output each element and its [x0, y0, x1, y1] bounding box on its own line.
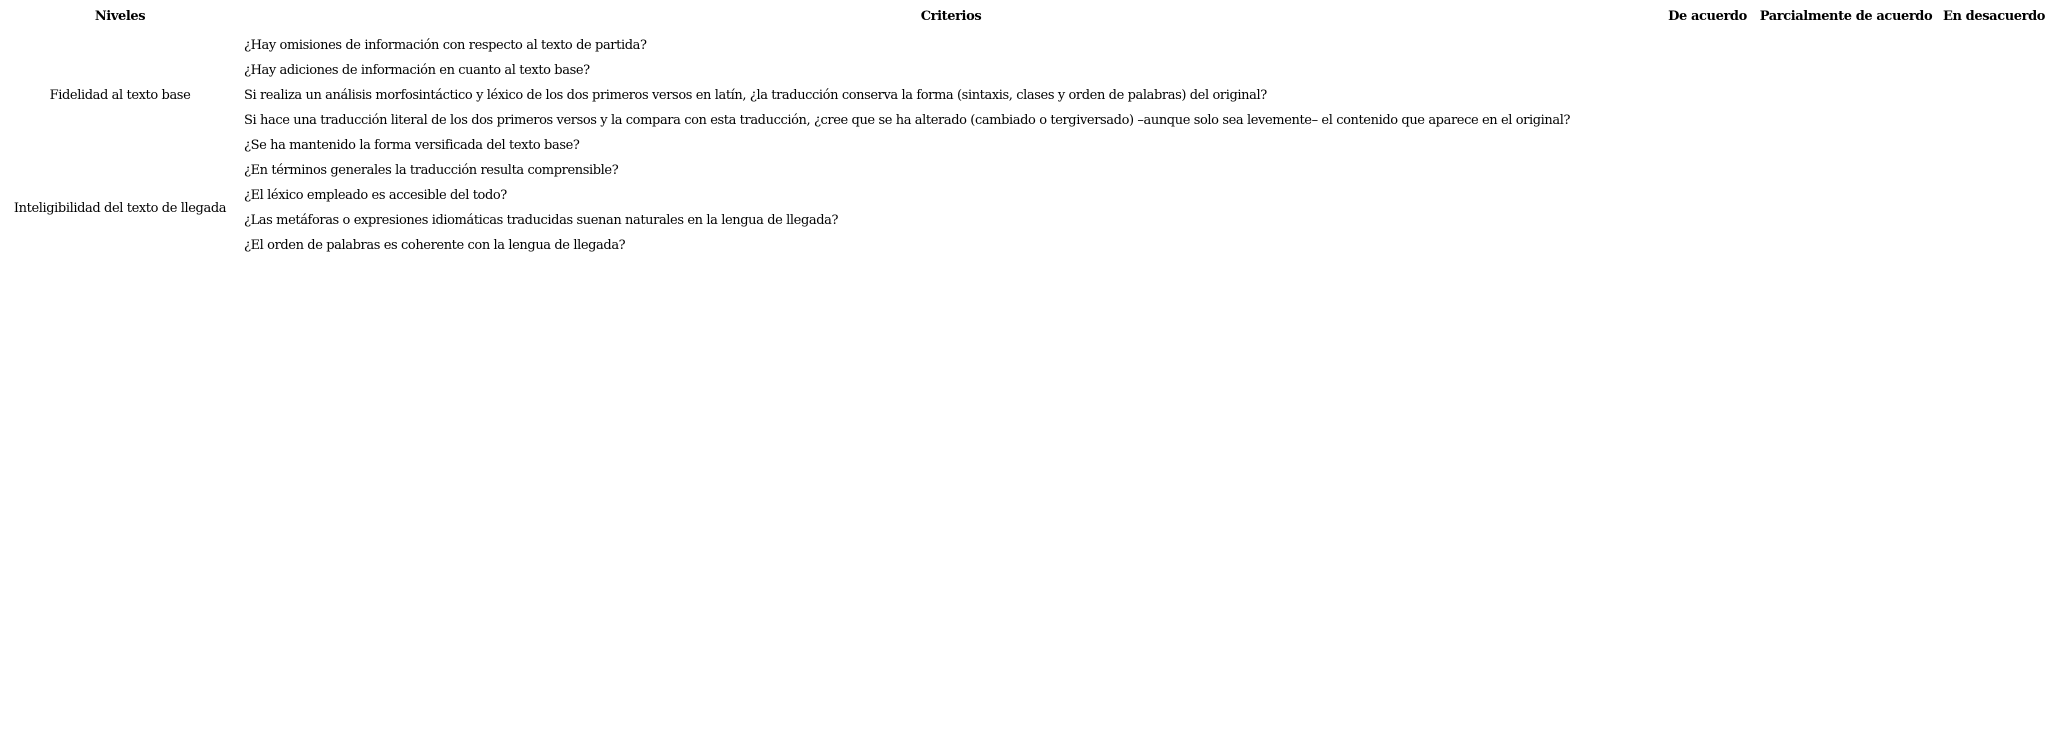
- level-cell-intelligibility: Inteligibilidad del texto de llegada: [13, 200, 227, 216]
- rating-cell-agree[interactable]: [1662, 158, 1753, 183]
- rating-cell-partially-agree[interactable]: [1753, 208, 1939, 233]
- criterion-cell: ¿El léxico empleado es accesible del todo?: [244, 188, 507, 203]
- criterion-cell: ¿Hay omisiones de información con respecto al texto de partida?: [244, 38, 647, 53]
- header-criteria: Criterios: [920, 9, 982, 24]
- table-row: [0, 58, 2046, 83]
- rating-cell-disagree[interactable]: [1939, 233, 2046, 258]
- criterion-cell: ¿El orden de palabras es coherente con la lengua de llegada?: [244, 238, 626, 253]
- criterion-cell: Si hace una traducción literal de los dos primeros versos y la compara con esta traducción, ¿cree que se ha alterado (cambiado o tergiversado) –aunque solo sea levemente– el contenido que aparece en el original?: [244, 113, 1571, 128]
- rating-cell-agree[interactable]: [1662, 33, 1753, 58]
- rating-cell-disagree[interactable]: [1939, 58, 2046, 83]
- rating-cell-partially-agree[interactable]: [1753, 33, 1939, 58]
- table-row: [0, 83, 2046, 108]
- rating-cell-partially-agree[interactable]: [1753, 233, 1939, 258]
- table-row: [0, 133, 2046, 158]
- header-partially-agree: Parcialmente de acuerdo: [1759, 9, 1933, 24]
- rating-cell-disagree[interactable]: [1939, 133, 2046, 158]
- criterion-cell: ¿Las metáforas o expresiones idiomáticas traducidas suenan naturales en la lengua de llegada?: [244, 213, 839, 228]
- rating-cell-agree[interactable]: [1662, 208, 1753, 233]
- rating-cell-partially-agree[interactable]: [1753, 133, 1939, 158]
- rating-cell-disagree[interactable]: [1939, 158, 2046, 183]
- rating-cell-disagree[interactable]: [1939, 83, 2046, 108]
- rating-cell-agree[interactable]: [1662, 83, 1753, 108]
- evaluation-table: [0, 0, 2046, 258]
- rating-cell-partially-agree[interactable]: [1753, 108, 1939, 133]
- level-cell-fidelity: Fidelidad al texto base: [49, 88, 191, 103]
- rating-cell-agree[interactable]: [1662, 58, 1753, 83]
- rating-cell-agree[interactable]: [1662, 133, 1753, 158]
- table-row: [0, 108, 2046, 133]
- rating-cell-agree[interactable]: [1662, 183, 1753, 208]
- rating-cell-agree[interactable]: [1662, 233, 1753, 258]
- header-disagree: En desacuerdo: [1943, 9, 2046, 24]
- table-header: [0, 0, 2046, 33]
- criterion-cell: Si realiza un análisis morfosintáctico y léxico de los dos primeros versos en latín, ¿la traducción conserva la forma (sintaxis, clases y orden de palabras) del original?: [244, 88, 1267, 103]
- table-row: [0, 208, 2046, 233]
- rating-cell-partially-agree[interactable]: [1753, 58, 1939, 83]
- criterion-cell: ¿Hay adiciones de información en cuanto al texto base?: [244, 63, 590, 78]
- table-row: [0, 158, 2046, 183]
- header-levels: Niveles: [94, 9, 146, 24]
- table-row: [0, 183, 2046, 208]
- rating-cell-disagree[interactable]: [1939, 108, 2046, 133]
- rating-cell-disagree[interactable]: [1939, 183, 2046, 208]
- criterion-cell: ¿En términos generales la traducción resulta comprensible?: [244, 163, 619, 178]
- rating-cell-agree[interactable]: [1662, 108, 1753, 133]
- table-body: [0, 33, 2046, 258]
- rating-cell-disagree[interactable]: [1939, 33, 2046, 58]
- rating-cell-partially-agree[interactable]: [1753, 158, 1939, 183]
- rating-cell-partially-agree[interactable]: [1753, 183, 1939, 208]
- header-agree: De acuerdo: [1668, 9, 1747, 24]
- rating-cell-disagree[interactable]: [1939, 208, 2046, 233]
- table-row: [0, 233, 2046, 258]
- header-row: [0, 0, 2046, 33]
- criterion-cell: ¿Se ha mantenido la forma versificada del texto base?: [244, 138, 580, 153]
- table-row: [0, 33, 2046, 58]
- rating-cell-partially-agree[interactable]: [1753, 83, 1939, 108]
